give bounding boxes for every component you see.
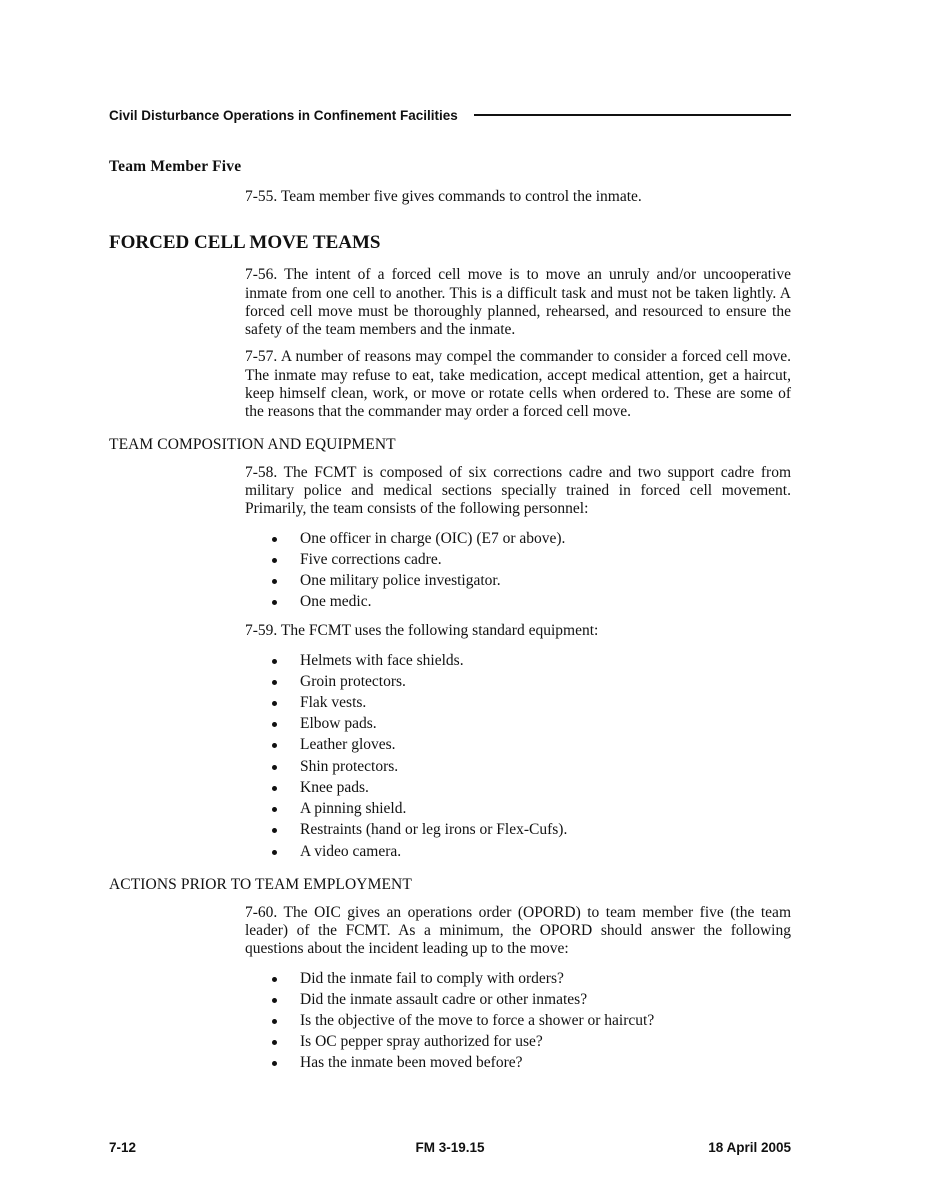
list-item: One military police investigator.	[245, 570, 791, 591]
list-item: One medic.	[245, 591, 791, 612]
footer-manual-number: FM 3-19.15	[415, 1140, 485, 1155]
list-item: Did the inmate fail to comply with orders?	[245, 968, 791, 989]
paragraph-7-55: 7-55. Team member five gives commands to control the inmate.	[245, 188, 642, 205]
bullet-icon	[272, 600, 277, 605]
paragraph-7-59: 7-59. The FCMT uses the following standard equipment:	[245, 622, 599, 640]
list-item: A video camera.	[245, 841, 791, 862]
footer-date: 18 April 2005	[708, 1140, 791, 1155]
paragraph-7-58: 7-58. The FCMT is composed of six corrections cadre and two support cadre from military police and medical sections specially trained in forced cell movement. Primarily, the team consists of the following personnel:	[245, 463, 791, 518]
bullet-icon	[272, 807, 277, 812]
paragraph-7-60: 7-60. The OIC gives an operations order (OPORD) to team member five (the team leader) of the FCMT. As a minimum, the OPORD should answer the following questions about the incident leading up to the move:	[245, 903, 791, 958]
bullet-icon	[272, 659, 277, 664]
heading-forced-cell-move-teams: FORCED CELL MOVE TEAMS	[109, 232, 381, 254]
list-item: Did the inmate assault cadre or other inmates?	[245, 989, 791, 1010]
running-header	[109, 106, 791, 124]
list-item: Has the inmate been moved before?	[245, 1052, 791, 1073]
bullet-icon	[272, 850, 277, 855]
bullet-icon	[272, 579, 277, 584]
list-item: One officer in charge (OIC) (E7 or above).	[245, 528, 791, 549]
heading-team-member-five: Team Member Five	[109, 158, 242, 175]
bullet-icon	[272, 1061, 277, 1066]
bullet-icon	[272, 998, 277, 1003]
bullet-icon	[272, 680, 277, 685]
bullet-icon	[272, 1019, 277, 1024]
bullet-icon	[272, 722, 277, 727]
footer-page-number: 7-12	[109, 1140, 137, 1155]
bullet-icon	[272, 786, 277, 791]
running-header-title: Civil Disturbance Operations in Confinement Facilities	[109, 107, 458, 123]
list-item: Shin protectors.	[245, 756, 791, 777]
bullet-icon	[272, 828, 277, 833]
heading-actions-prior: ACTIONS PRIOR TO TEAM EMPLOYMENT	[109, 875, 412, 893]
list-item: Flak vests.	[245, 692, 791, 713]
bullet-icon	[272, 701, 277, 706]
bullet-icon	[272, 977, 277, 982]
bullet-icon	[272, 743, 277, 748]
list-item: Five corrections cadre.	[245, 549, 791, 570]
bullet-icon	[272, 537, 277, 542]
list-item: Knee pads.	[245, 777, 791, 798]
header-rule	[474, 114, 791, 116]
bullet-icon	[272, 1040, 277, 1045]
questions-list	[245, 968, 791, 1074]
list-item: Restraints (hand or leg irons or Flex-Cufs).	[245, 819, 791, 840]
equipment-list	[245, 650, 791, 862]
list-item: Elbow pads.	[245, 713, 791, 734]
paragraph-7-57: 7-57. A number of reasons may compel the commander to consider a forced cell move. The inmate may refuse to eat, take medication, accept medical attention, get a haircut, keep himself clean, work, or move or rotate cells when ordered to. These are some of the reasons that the commander may order a forced cell move.	[245, 348, 791, 421]
paragraph-7-56: 7-56. The intent of a forced cell move is to move an unruly and/or uncooperative inmate from one cell to another. This is a difficult task and must not be taken lightly. A forced cell move must be thoroughly planned, rehearsed, and resourced to ensure the safety of the team members and the inmate.	[245, 266, 791, 339]
list-item: Groin protectors.	[245, 671, 791, 692]
list-item: Is the objective of the move to force a shower or haircut?	[245, 1010, 791, 1031]
page-footer	[109, 1140, 791, 1158]
list-item: Helmets with face shields.	[245, 650, 791, 671]
bullet-icon	[272, 765, 277, 770]
list-item: A pinning shield.	[245, 798, 791, 819]
list-item: Is OC pepper spray authorized for use?	[245, 1031, 791, 1052]
bullet-icon	[272, 558, 277, 563]
list-item: Leather gloves.	[245, 734, 791, 755]
page-content	[109, 158, 791, 1084]
personnel-list	[245, 528, 791, 613]
heading-team-composition: TEAM COMPOSITION AND EQUIPMENT	[109, 435, 396, 453]
